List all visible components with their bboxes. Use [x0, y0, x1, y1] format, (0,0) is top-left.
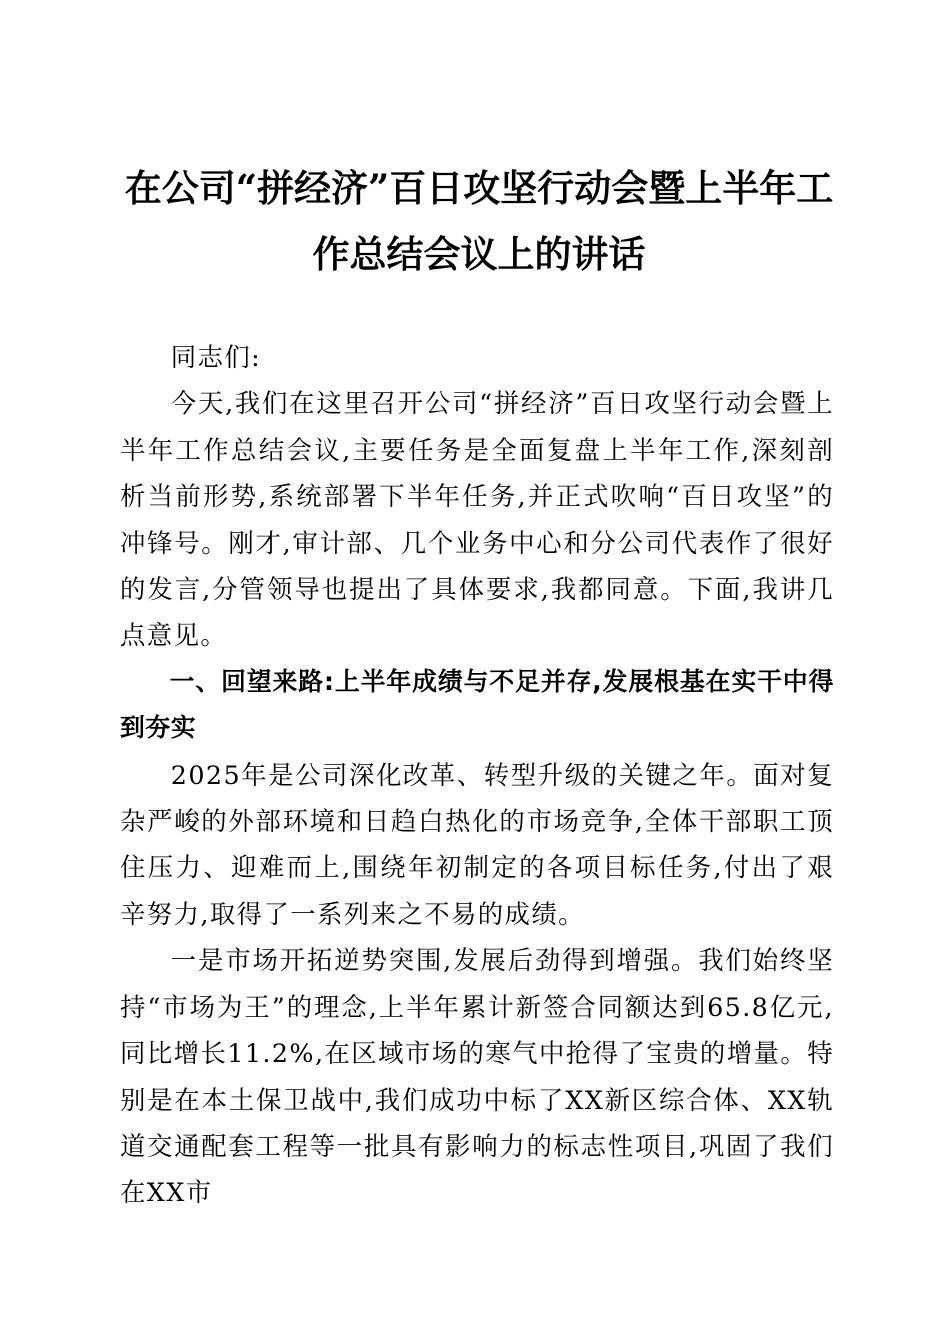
salutation: 同志们:	[170, 342, 262, 372]
document-body	[120, 334, 834, 1216]
document-title: 在公司“拼经济”百日攻坚行动会暨上半年工作总结会议上的讲话	[124, 166, 834, 276]
paragraph-overview: 2025年是公司深化改革、转型升级的关键之年。面对复杂严峻的外部环境和日趋白热化的市场竞争,全体干部职工顶住压力、迎难而上,围绕年初制定的各项目标任务,付出了艰辛努力,取得了一系列来之不易的成绩。	[120, 759, 834, 929]
paragraph-market-expansion: 一是市场开拓逆势突围,发展后劲得到增强。我们始终坚持“市场为王”的理念,上半年累计新签合同额达到65.8亿元,同比增长11.2%,在区域市场的寒气中抢得了宝贵的增量。特别是在本土保卫战中,我们成功中标了XX新区综合体、XX轨道交通配套工程等一批具有影响力的标志性项目,巩固了我们在XX市	[120, 945, 834, 1208]
section-heading-1: 一、回望来路:上半年成绩与不足并存,发展根基在实干中得到夯实	[120, 666, 834, 743]
paragraph-opening: 今天,我们在这里召开公司“拼经济”百日攻坚行动会暨上半年工作总结会议,主要任务是全面复盘上半年工作,深刻剖析当前形势,系统部署下半年任务,并正式吹响“百日攻坚”的冲锋号。刚才,审计部、几个业务中心和分公司代表作了很好的发言,分管领导也提出了具体要求,我都同意。下面,我讲几点意见。	[120, 388, 834, 651]
